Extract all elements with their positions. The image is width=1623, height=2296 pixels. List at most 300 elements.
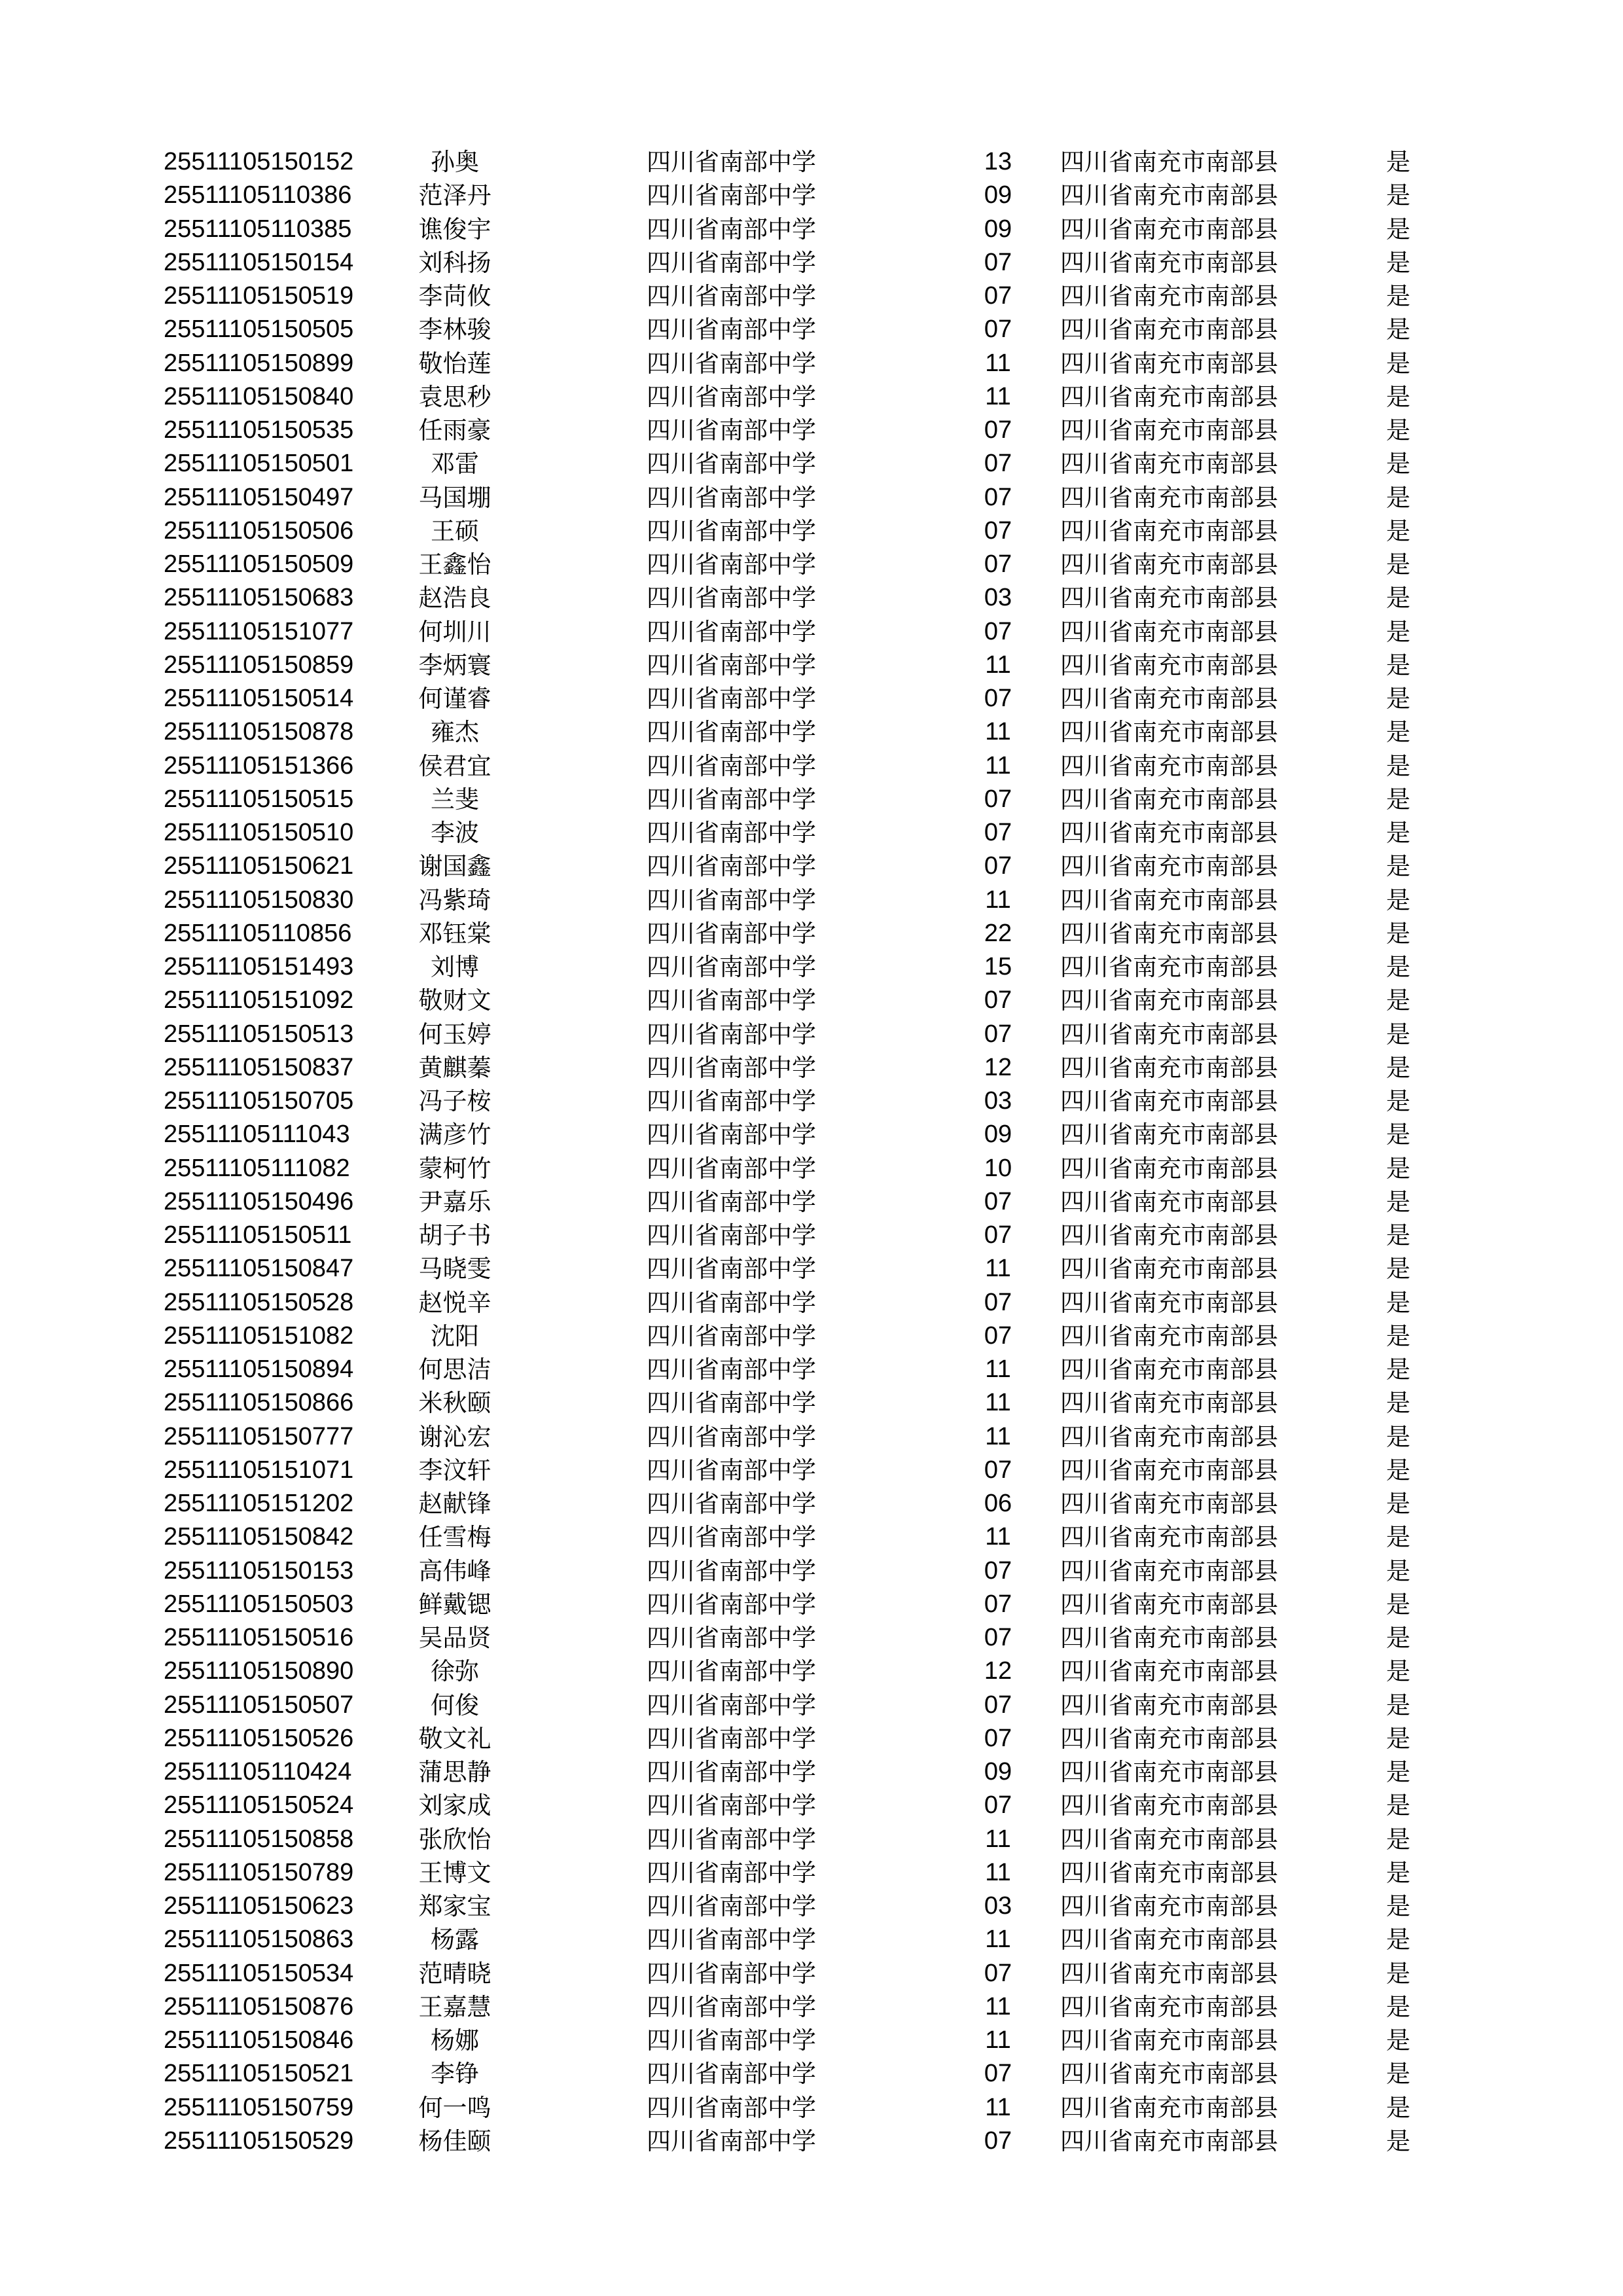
status-flag: 是 bbox=[1386, 516, 1410, 545]
student-name: 谯俊宇 bbox=[418, 215, 491, 243]
school-name: 四川省南部中学 bbox=[647, 1355, 816, 1384]
region-name: 四川省南充市南部县 bbox=[1060, 516, 1278, 545]
class-number: 07 bbox=[984, 1456, 1012, 1484]
school-name: 四川省南部中学 bbox=[647, 919, 816, 948]
status-flag: 是 bbox=[1386, 1121, 1410, 1149]
class-number: 11 bbox=[985, 1825, 1011, 1853]
status-flag: 是 bbox=[1386, 315, 1410, 344]
school-name: 四川省南部中学 bbox=[647, 852, 816, 881]
student-name: 敬怡莲 bbox=[418, 349, 491, 378]
region-name: 四川省南充市南部县 bbox=[1060, 852, 1278, 881]
status-flag: 是 bbox=[1386, 2026, 1410, 2054]
class-number: 11 bbox=[985, 1926, 1011, 1954]
region-name: 四川省南充市南部县 bbox=[1060, 1490, 1278, 1518]
student-name: 王硕 bbox=[431, 516, 479, 545]
table-row bbox=[0, 447, 1623, 480]
status-flag: 是 bbox=[1386, 751, 1410, 780]
candidate-id: 25511105150511 bbox=[164, 1221, 352, 1249]
student-name: 赵悦辛 bbox=[418, 1288, 491, 1317]
table-row bbox=[0, 313, 1623, 346]
region-name: 四川省南充市南部县 bbox=[1060, 1758, 1278, 1786]
status-flag: 是 bbox=[1386, 953, 1410, 981]
candidate-id: 25511105150535 bbox=[164, 416, 354, 444]
region-name: 四川省南充市南部县 bbox=[1060, 1858, 1278, 1887]
student-name: 孙奥 bbox=[431, 148, 479, 176]
student-name: 高伟峰 bbox=[418, 1556, 491, 1585]
candidate-id: 25511105111043 bbox=[164, 1121, 350, 1149]
status-flag: 是 bbox=[1386, 1422, 1410, 1451]
table-row bbox=[0, 1018, 1623, 1051]
candidate-id: 25511105150152 bbox=[164, 148, 354, 175]
region-name: 四川省南充市南部县 bbox=[1060, 1456, 1278, 1484]
school-name: 四川省南部中学 bbox=[647, 1187, 816, 1216]
status-flag: 是 bbox=[1386, 2060, 1410, 2089]
status-flag: 是 bbox=[1386, 416, 1410, 444]
status-flag: 是 bbox=[1386, 1221, 1410, 1249]
school-name: 四川省南部中学 bbox=[647, 1858, 816, 1887]
status-flag: 是 bbox=[1386, 1355, 1410, 1384]
student-name: 李波 bbox=[431, 819, 479, 847]
student-name: 鲜戴锶 bbox=[418, 1590, 491, 1619]
table-row bbox=[0, 279, 1623, 313]
candidate-id: 25511105110856 bbox=[164, 919, 352, 947]
status-flag: 是 bbox=[1386, 483, 1410, 512]
student-name: 袁思秒 bbox=[418, 382, 491, 411]
candidate-id: 25511105150153 bbox=[164, 1556, 354, 1585]
school-name: 四川省南部中学 bbox=[647, 785, 816, 814]
region-name: 四川省南充市南部县 bbox=[1060, 1221, 1278, 1249]
student-name: 敬文礼 bbox=[418, 1724, 491, 1753]
table-row bbox=[0, 1152, 1623, 1185]
student-name: 何俊 bbox=[431, 1691, 479, 1719]
status-flag: 是 bbox=[1386, 1926, 1410, 1954]
region-name: 四川省南充市南部县 bbox=[1060, 1724, 1278, 1753]
class-number: 11 bbox=[985, 651, 1011, 679]
region-name: 四川省南充市南部县 bbox=[1060, 584, 1278, 613]
status-flag: 是 bbox=[1386, 450, 1410, 478]
table-row bbox=[0, 347, 1623, 380]
class-number: 09 bbox=[984, 1758, 1012, 1785]
class-number: 07 bbox=[984, 852, 1012, 880]
class-number: 03 bbox=[984, 1892, 1012, 1920]
school-name: 四川省南部中学 bbox=[647, 617, 816, 646]
table-row bbox=[0, 1588, 1623, 1621]
table-row bbox=[0, 481, 1623, 514]
student-name: 雍杰 bbox=[431, 718, 479, 747]
class-number: 07 bbox=[984, 416, 1012, 444]
region-name: 四川省南充市南部县 bbox=[1060, 1020, 1278, 1049]
student-name: 冯紫琦 bbox=[418, 886, 491, 914]
class-number: 07 bbox=[984, 617, 1012, 645]
student-name: 王博文 bbox=[418, 1858, 491, 1887]
student-name: 蒙柯竹 bbox=[418, 1154, 491, 1183]
region-name: 四川省南充市南部县 bbox=[1060, 1355, 1278, 1384]
region-name: 四川省南充市南部县 bbox=[1060, 1791, 1278, 1820]
candidate-id: 25511105150777 bbox=[164, 1422, 354, 1450]
status-flag: 是 bbox=[1386, 1154, 1410, 1183]
school-name: 四川省南部中学 bbox=[647, 1892, 816, 1920]
table-row bbox=[0, 246, 1623, 279]
table-row bbox=[0, 414, 1623, 447]
class-number: 07 bbox=[984, 2060, 1012, 2088]
table-row bbox=[0, 1789, 1623, 1822]
status-flag: 是 bbox=[1386, 617, 1410, 646]
candidate-id: 25511105150759 bbox=[164, 2093, 354, 2121]
student-name: 王鑫怡 bbox=[418, 550, 491, 579]
table-row bbox=[0, 1051, 1623, 1085]
candidate-id: 25511105150840 bbox=[164, 382, 354, 410]
table-row bbox=[0, 1621, 1623, 1655]
school-name: 四川省南部中学 bbox=[647, 2060, 816, 2089]
table-row bbox=[0, 615, 1623, 649]
student-name: 李林骏 bbox=[418, 315, 491, 344]
status-flag: 是 bbox=[1386, 1087, 1410, 1115]
class-number: 09 bbox=[984, 1121, 1012, 1149]
region-name: 四川省南充市南部县 bbox=[1060, 215, 1278, 243]
status-flag: 是 bbox=[1386, 785, 1410, 814]
table-row bbox=[0, 1554, 1623, 1588]
table-row bbox=[0, 1118, 1623, 1151]
region-name: 四川省南充市南部县 bbox=[1060, 2126, 1278, 2155]
school-name: 四川省南部中学 bbox=[647, 1825, 816, 1854]
candidate-id: 25511105150526 bbox=[164, 1724, 354, 1752]
region-name: 四川省南充市南部县 bbox=[1060, 1154, 1278, 1183]
candidate-id: 25511105150789 bbox=[164, 1858, 354, 1886]
table-row bbox=[0, 1454, 1623, 1487]
class-number: 07 bbox=[984, 1959, 1012, 1987]
candidate-id: 25511105150524 bbox=[164, 1791, 354, 1820]
school-name: 四川省南部中学 bbox=[647, 1691, 816, 1719]
class-number: 07 bbox=[984, 1321, 1012, 1350]
region-name: 四川省南充市南部县 bbox=[1060, 919, 1278, 948]
region-name: 四川省南充市南部县 bbox=[1060, 1825, 1278, 1854]
candidate-id: 25511105110385 bbox=[164, 215, 352, 243]
candidate-id: 25511105150623 bbox=[164, 1892, 354, 1920]
school-name: 四川省南部中学 bbox=[647, 718, 816, 747]
region-name: 四川省南充市南部县 bbox=[1060, 181, 1278, 210]
class-number: 11 bbox=[985, 751, 1011, 780]
candidate-id: 25511105151092 bbox=[164, 986, 354, 1014]
class-number: 09 bbox=[984, 215, 1012, 243]
student-name: 谢沁宏 bbox=[418, 1422, 491, 1451]
table-row bbox=[0, 1823, 1623, 1856]
table-row bbox=[0, 1353, 1623, 1386]
region-name: 四川省南充市南部县 bbox=[1060, 1657, 1278, 1686]
table-row bbox=[0, 1252, 1623, 1285]
table-row bbox=[0, 1219, 1623, 1252]
school-name: 四川省南部中学 bbox=[647, 751, 816, 780]
region-name: 四川省南充市南部县 bbox=[1060, 785, 1278, 814]
candidate-id: 25511105150683 bbox=[164, 584, 354, 612]
candidate-id: 25511105150514 bbox=[164, 685, 354, 712]
table-row bbox=[0, 1689, 1623, 1722]
candidate-id: 25511105150705 bbox=[164, 1087, 354, 1115]
region-name: 四川省南充市南部县 bbox=[1060, 1624, 1278, 1652]
status-flag: 是 bbox=[1386, 1590, 1410, 1619]
status-flag: 是 bbox=[1386, 986, 1410, 1015]
student-name: 敬财文 bbox=[418, 986, 491, 1015]
school-name: 四川省南部中学 bbox=[647, 2093, 816, 2122]
class-number: 03 bbox=[984, 584, 1012, 612]
table-row bbox=[0, 1386, 1623, 1420]
student-name: 张欣怡 bbox=[418, 1825, 491, 1854]
candidate-id: 25511105150505 bbox=[164, 315, 354, 344]
region-name: 四川省南充市南部县 bbox=[1060, 1523, 1278, 1552]
student-name: 马晓雯 bbox=[418, 1255, 491, 1283]
region-name: 四川省南充市南部县 bbox=[1060, 483, 1278, 512]
school-name: 四川省南部中学 bbox=[647, 953, 816, 981]
student-name: 何一鸣 bbox=[418, 2093, 491, 2122]
student-name: 沈阳 bbox=[431, 1321, 479, 1350]
candidate-id: 25511105150528 bbox=[164, 1288, 354, 1316]
school-name: 四川省南部中学 bbox=[647, 1221, 816, 1249]
student-name: 蒲思静 bbox=[418, 1758, 491, 1786]
status-flag: 是 bbox=[1386, 718, 1410, 747]
school-name: 四川省南部中学 bbox=[647, 1490, 816, 1518]
class-number: 09 bbox=[984, 181, 1012, 209]
student-name: 谢国鑫 bbox=[418, 852, 491, 881]
region-name: 四川省南充市南部县 bbox=[1060, 2026, 1278, 2054]
student-name: 李苘攸 bbox=[418, 282, 491, 310]
region-name: 四川省南充市南部县 bbox=[1060, 718, 1278, 747]
region-name: 四川省南充市南部县 bbox=[1060, 1892, 1278, 1920]
school-name: 四川省南部中学 bbox=[647, 1020, 816, 1049]
school-name: 四川省南部中学 bbox=[647, 886, 816, 914]
student-name: 黄麒蓁 bbox=[418, 1053, 491, 1082]
region-name: 四川省南充市南部县 bbox=[1060, 685, 1278, 713]
student-name: 任雨豪 bbox=[418, 416, 491, 444]
region-name: 四川省南充市南部县 bbox=[1060, 1121, 1278, 1149]
region-name: 四川省南充市南部县 bbox=[1060, 1556, 1278, 1585]
school-name: 四川省南部中学 bbox=[647, 282, 816, 310]
school-name: 四川省南部中学 bbox=[647, 516, 816, 545]
table-row bbox=[0, 1319, 1623, 1353]
student-name: 赵献锋 bbox=[418, 1490, 491, 1518]
status-flag: 是 bbox=[1386, 886, 1410, 914]
region-name: 四川省南充市南部县 bbox=[1060, 617, 1278, 646]
school-name: 四川省南部中学 bbox=[647, 986, 816, 1015]
region-name: 四川省南充市南部县 bbox=[1060, 1422, 1278, 1451]
student-name: 任雪梅 bbox=[418, 1523, 491, 1552]
class-number: 03 bbox=[984, 1087, 1012, 1115]
table-row bbox=[0, 1856, 1623, 1890]
class-number: 10 bbox=[984, 1154, 1012, 1182]
region-name: 四川省南充市南部县 bbox=[1060, 986, 1278, 1015]
status-flag: 是 bbox=[1386, 1020, 1410, 1049]
status-flag: 是 bbox=[1386, 1691, 1410, 1719]
table-row bbox=[0, 2091, 1623, 2125]
status-flag: 是 bbox=[1386, 550, 1410, 579]
student-name: 范泽丹 bbox=[418, 181, 491, 210]
school-name: 四川省南部中学 bbox=[647, 819, 816, 847]
student-name: 满彦竹 bbox=[418, 1121, 491, 1149]
region-name: 四川省南充市南部县 bbox=[1060, 1691, 1278, 1719]
candidate-id: 25511105150515 bbox=[164, 785, 354, 813]
class-number: 11 bbox=[985, 886, 1011, 914]
student-name: 刘博 bbox=[431, 953, 479, 981]
status-flag: 是 bbox=[1386, 1657, 1410, 1686]
status-flag: 是 bbox=[1386, 1288, 1410, 1317]
candidate-id: 25511105150863 bbox=[164, 1926, 354, 1954]
candidate-id: 25511105150513 bbox=[164, 1020, 354, 1048]
school-name: 四川省南部中学 bbox=[647, 1556, 816, 1585]
region-name: 四川省南充市南部县 bbox=[1060, 450, 1278, 478]
status-flag: 是 bbox=[1386, 852, 1410, 881]
table-row bbox=[0, 950, 1623, 984]
candidate-id: 25511105150878 bbox=[164, 718, 354, 746]
status-flag: 是 bbox=[1386, 1321, 1410, 1350]
table-row bbox=[0, 1923, 1623, 1956]
school-name: 四川省南部中学 bbox=[647, 1255, 816, 1283]
candidate-id: 25511105110386 bbox=[164, 181, 352, 209]
status-flag: 是 bbox=[1386, 2126, 1410, 2155]
table-row bbox=[0, 213, 1623, 246]
region-name: 四川省南充市南部县 bbox=[1060, 1187, 1278, 1216]
school-name: 四川省南部中学 bbox=[647, 685, 816, 713]
candidate-id: 25511105150837 bbox=[164, 1053, 354, 1081]
candidate-id: 25511105150497 bbox=[164, 483, 354, 511]
candidate-id: 25511105151082 bbox=[164, 1321, 354, 1350]
student-name: 杨娜 bbox=[431, 2026, 479, 2054]
candidate-id: 25511105150534 bbox=[164, 1959, 354, 1987]
candidate-id: 25511105150846 bbox=[164, 2026, 354, 2054]
class-number: 11 bbox=[985, 1858, 1011, 1886]
status-flag: 是 bbox=[1386, 1523, 1410, 1552]
class-number: 11 bbox=[985, 2093, 1011, 2121]
student-name: 李炳寰 bbox=[418, 651, 491, 679]
student-name: 冯子桉 bbox=[418, 1087, 491, 1115]
school-name: 四川省南部中学 bbox=[647, 416, 816, 444]
class-number: 07 bbox=[984, 1288, 1012, 1316]
candidate-id: 25511105150858 bbox=[164, 1825, 354, 1853]
school-name: 四川省南部中学 bbox=[647, 550, 816, 579]
class-number: 07 bbox=[984, 785, 1012, 813]
school-name: 四川省南部中学 bbox=[647, 2126, 816, 2155]
status-flag: 是 bbox=[1386, 1556, 1410, 1585]
table-row bbox=[0, 850, 1623, 883]
table-row bbox=[0, 1487, 1623, 1520]
class-number: 11 bbox=[985, 1992, 1011, 2020]
school-name: 四川省南部中学 bbox=[647, 1926, 816, 1954]
class-number: 11 bbox=[985, 718, 1011, 746]
status-flag: 是 bbox=[1386, 1892, 1410, 1920]
candidate-id: 25511105150519 bbox=[164, 282, 354, 310]
student-name: 兰斐 bbox=[431, 785, 479, 814]
table-row bbox=[0, 715, 1623, 749]
candidate-id: 25511105151077 bbox=[164, 617, 354, 645]
school-name: 四川省南部中学 bbox=[647, 215, 816, 243]
student-name: 范晴晓 bbox=[418, 1959, 491, 1988]
candidate-id: 25511105150509 bbox=[164, 550, 354, 578]
student-name: 何玉婷 bbox=[418, 1020, 491, 1049]
region-name: 四川省南充市南部县 bbox=[1060, 751, 1278, 780]
class-number: 07 bbox=[984, 282, 1012, 310]
class-number: 07 bbox=[984, 1020, 1012, 1048]
table-row bbox=[0, 649, 1623, 682]
region-name: 四川省南充市南部县 bbox=[1060, 349, 1278, 378]
student-name: 邓钰棠 bbox=[418, 919, 491, 948]
status-flag: 是 bbox=[1386, 1791, 1410, 1820]
school-name: 四川省南部中学 bbox=[647, 248, 816, 277]
candidate-id: 25511105150516 bbox=[164, 1624, 354, 1651]
school-name: 四川省南部中学 bbox=[647, 1523, 816, 1552]
region-name: 四川省南充市南部县 bbox=[1060, 382, 1278, 411]
status-flag: 是 bbox=[1386, 1490, 1410, 1518]
table-row bbox=[0, 1890, 1623, 1923]
roster-table bbox=[0, 145, 1623, 2158]
region-name: 四川省南充市南部县 bbox=[1060, 1992, 1278, 2021]
student-name: 赵浩良 bbox=[418, 584, 491, 613]
candidate-id: 25511105150507 bbox=[164, 1691, 354, 1719]
status-flag: 是 bbox=[1386, 349, 1410, 378]
table-row bbox=[0, 1185, 1623, 1219]
class-number: 07 bbox=[984, 315, 1012, 344]
student-name: 侯君宜 bbox=[418, 751, 491, 780]
class-number: 07 bbox=[984, 1691, 1012, 1719]
student-name: 刘家成 bbox=[418, 1791, 491, 1820]
region-name: 四川省南充市南部县 bbox=[1060, 953, 1278, 981]
status-flag: 是 bbox=[1386, 1389, 1410, 1418]
class-number: 11 bbox=[985, 382, 1011, 410]
table-row bbox=[0, 380, 1623, 414]
school-name: 四川省南部中学 bbox=[647, 1087, 816, 1115]
school-name: 四川省南部中学 bbox=[647, 450, 816, 478]
class-number: 11 bbox=[985, 1389, 1011, 1417]
class-number: 11 bbox=[985, 1523, 1011, 1551]
school-name: 四川省南部中学 bbox=[647, 1959, 816, 1988]
candidate-id: 25511105150866 bbox=[164, 1389, 354, 1417]
school-name: 四川省南部中学 bbox=[647, 1121, 816, 1149]
table-row bbox=[0, 783, 1623, 816]
class-number: 06 bbox=[984, 1490, 1012, 1517]
candidate-id: 25511105150154 bbox=[164, 248, 354, 276]
candidate-id: 25511105151071 bbox=[164, 1456, 354, 1484]
student-name: 邓雷 bbox=[431, 450, 479, 478]
status-flag: 是 bbox=[1386, 181, 1410, 210]
school-name: 四川省南部中学 bbox=[647, 651, 816, 679]
status-flag: 是 bbox=[1386, 919, 1410, 948]
status-flag: 是 bbox=[1386, 1053, 1410, 1082]
region-name: 四川省南充市南部县 bbox=[1060, 1053, 1278, 1082]
table-row bbox=[0, 2024, 1623, 2057]
candidate-id: 25511105110424 bbox=[164, 1758, 352, 1785]
class-number: 11 bbox=[985, 2026, 1011, 2054]
table-row bbox=[0, 179, 1623, 212]
class-number: 07 bbox=[984, 819, 1012, 846]
region-name: 四川省南充市南部县 bbox=[1060, 282, 1278, 310]
table-row bbox=[0, 1520, 1623, 1554]
class-number: 15 bbox=[984, 953, 1012, 980]
school-name: 四川省南部中学 bbox=[647, 382, 816, 411]
school-name: 四川省南部中学 bbox=[647, 1791, 816, 1820]
candidate-id: 25511105150510 bbox=[164, 819, 354, 846]
school-name: 四川省南部中学 bbox=[647, 148, 816, 176]
candidate-id: 25511105150890 bbox=[164, 1657, 354, 1685]
status-flag: 是 bbox=[1386, 685, 1410, 713]
table-row bbox=[0, 514, 1623, 548]
table-row bbox=[0, 884, 1623, 917]
school-name: 四川省南部中学 bbox=[647, 1758, 816, 1786]
table-row bbox=[0, 1957, 1623, 1990]
class-number: 07 bbox=[984, 1724, 1012, 1752]
school-name: 四川省南部中学 bbox=[647, 1590, 816, 1619]
status-flag: 是 bbox=[1386, 1255, 1410, 1283]
region-name: 四川省南充市南部县 bbox=[1060, 819, 1278, 847]
student-name: 吴品贤 bbox=[418, 1624, 491, 1652]
class-number: 07 bbox=[984, 2126, 1012, 2155]
class-number: 07 bbox=[984, 516, 1012, 545]
candidate-id: 25511105111082 bbox=[164, 1154, 350, 1182]
